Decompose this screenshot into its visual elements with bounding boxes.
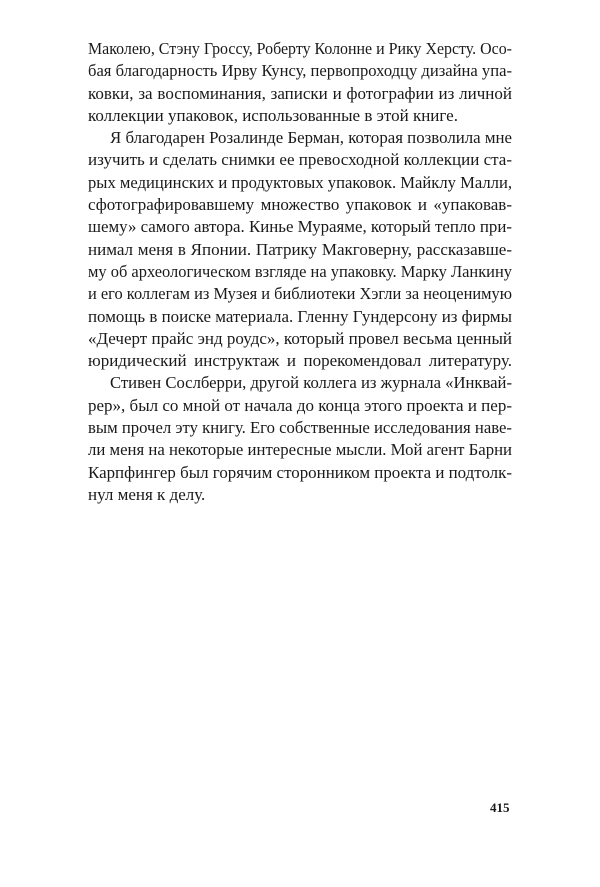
text-line: нимал меня в Японии. Патрику Макговерну, рассказавше- xyxy=(88,239,512,259)
text-line: бая благодарность Ирву Кунсу, первопроходцу дизайна упа- xyxy=(88,61,512,81)
text-line: рер», был со мной от начала до конца этого проекта и пер- xyxy=(88,395,512,415)
paragraph xyxy=(88,38,512,127)
text-line: вым прочел эту книгу. Его собственные исследования наве- xyxy=(88,418,512,438)
text-line: сфотографировавшему множество упаковок и «упаковав- xyxy=(88,195,512,215)
text-line: юридический инструктаж и порекомендовал литературу. xyxy=(88,351,512,371)
page-number: 415 xyxy=(490,800,510,815)
text-line: ли меня на некоторые интересные мысли. Мой агент Барни xyxy=(88,440,512,460)
text-line: «Дечерт прайс энд роудс», который провел весьма ценный xyxy=(88,328,512,348)
text-line: рых медицинских и продуктовых упаковок. Майклу Малли, xyxy=(88,172,512,192)
paragraph xyxy=(88,127,512,372)
text-line: му об археологическом взгляде на упаковку. Марку Ланкину xyxy=(88,261,512,281)
text-line: Я благодарен Розалинде Берман, которая позволила мне xyxy=(110,128,512,148)
text-line: изучить и сделать снимки ее превосходной коллекции ста- xyxy=(88,150,512,170)
text-line: Карпфингер был горячим сторонником проекта и подтолк- xyxy=(88,462,512,482)
text-line: шему» самого автора. Кинье Мураяме, который тепло при- xyxy=(88,217,512,237)
text-line: Маколею, Стэну Гроссу, Роберту Колонне и Рику Херсту. Осо- xyxy=(88,39,512,58)
body-text xyxy=(88,38,512,506)
paragraph xyxy=(88,372,512,506)
text-line: помощь в поиске материала. Гленну Гундерсону из фирмы xyxy=(88,306,512,326)
text-line: и его коллегам из Музея и библиотеки Хэгли за неоценимую xyxy=(88,284,512,304)
text-line: Стивен Сослберри, другой коллега из журнала «Инквай- xyxy=(110,373,512,393)
text-line: нул меня к делу. xyxy=(88,484,206,504)
text-line: ковки, за воспоминания, записки и фотографии из личной xyxy=(88,83,512,103)
text-line: коллекции упаковок, использованные в этой книге. xyxy=(88,105,458,125)
